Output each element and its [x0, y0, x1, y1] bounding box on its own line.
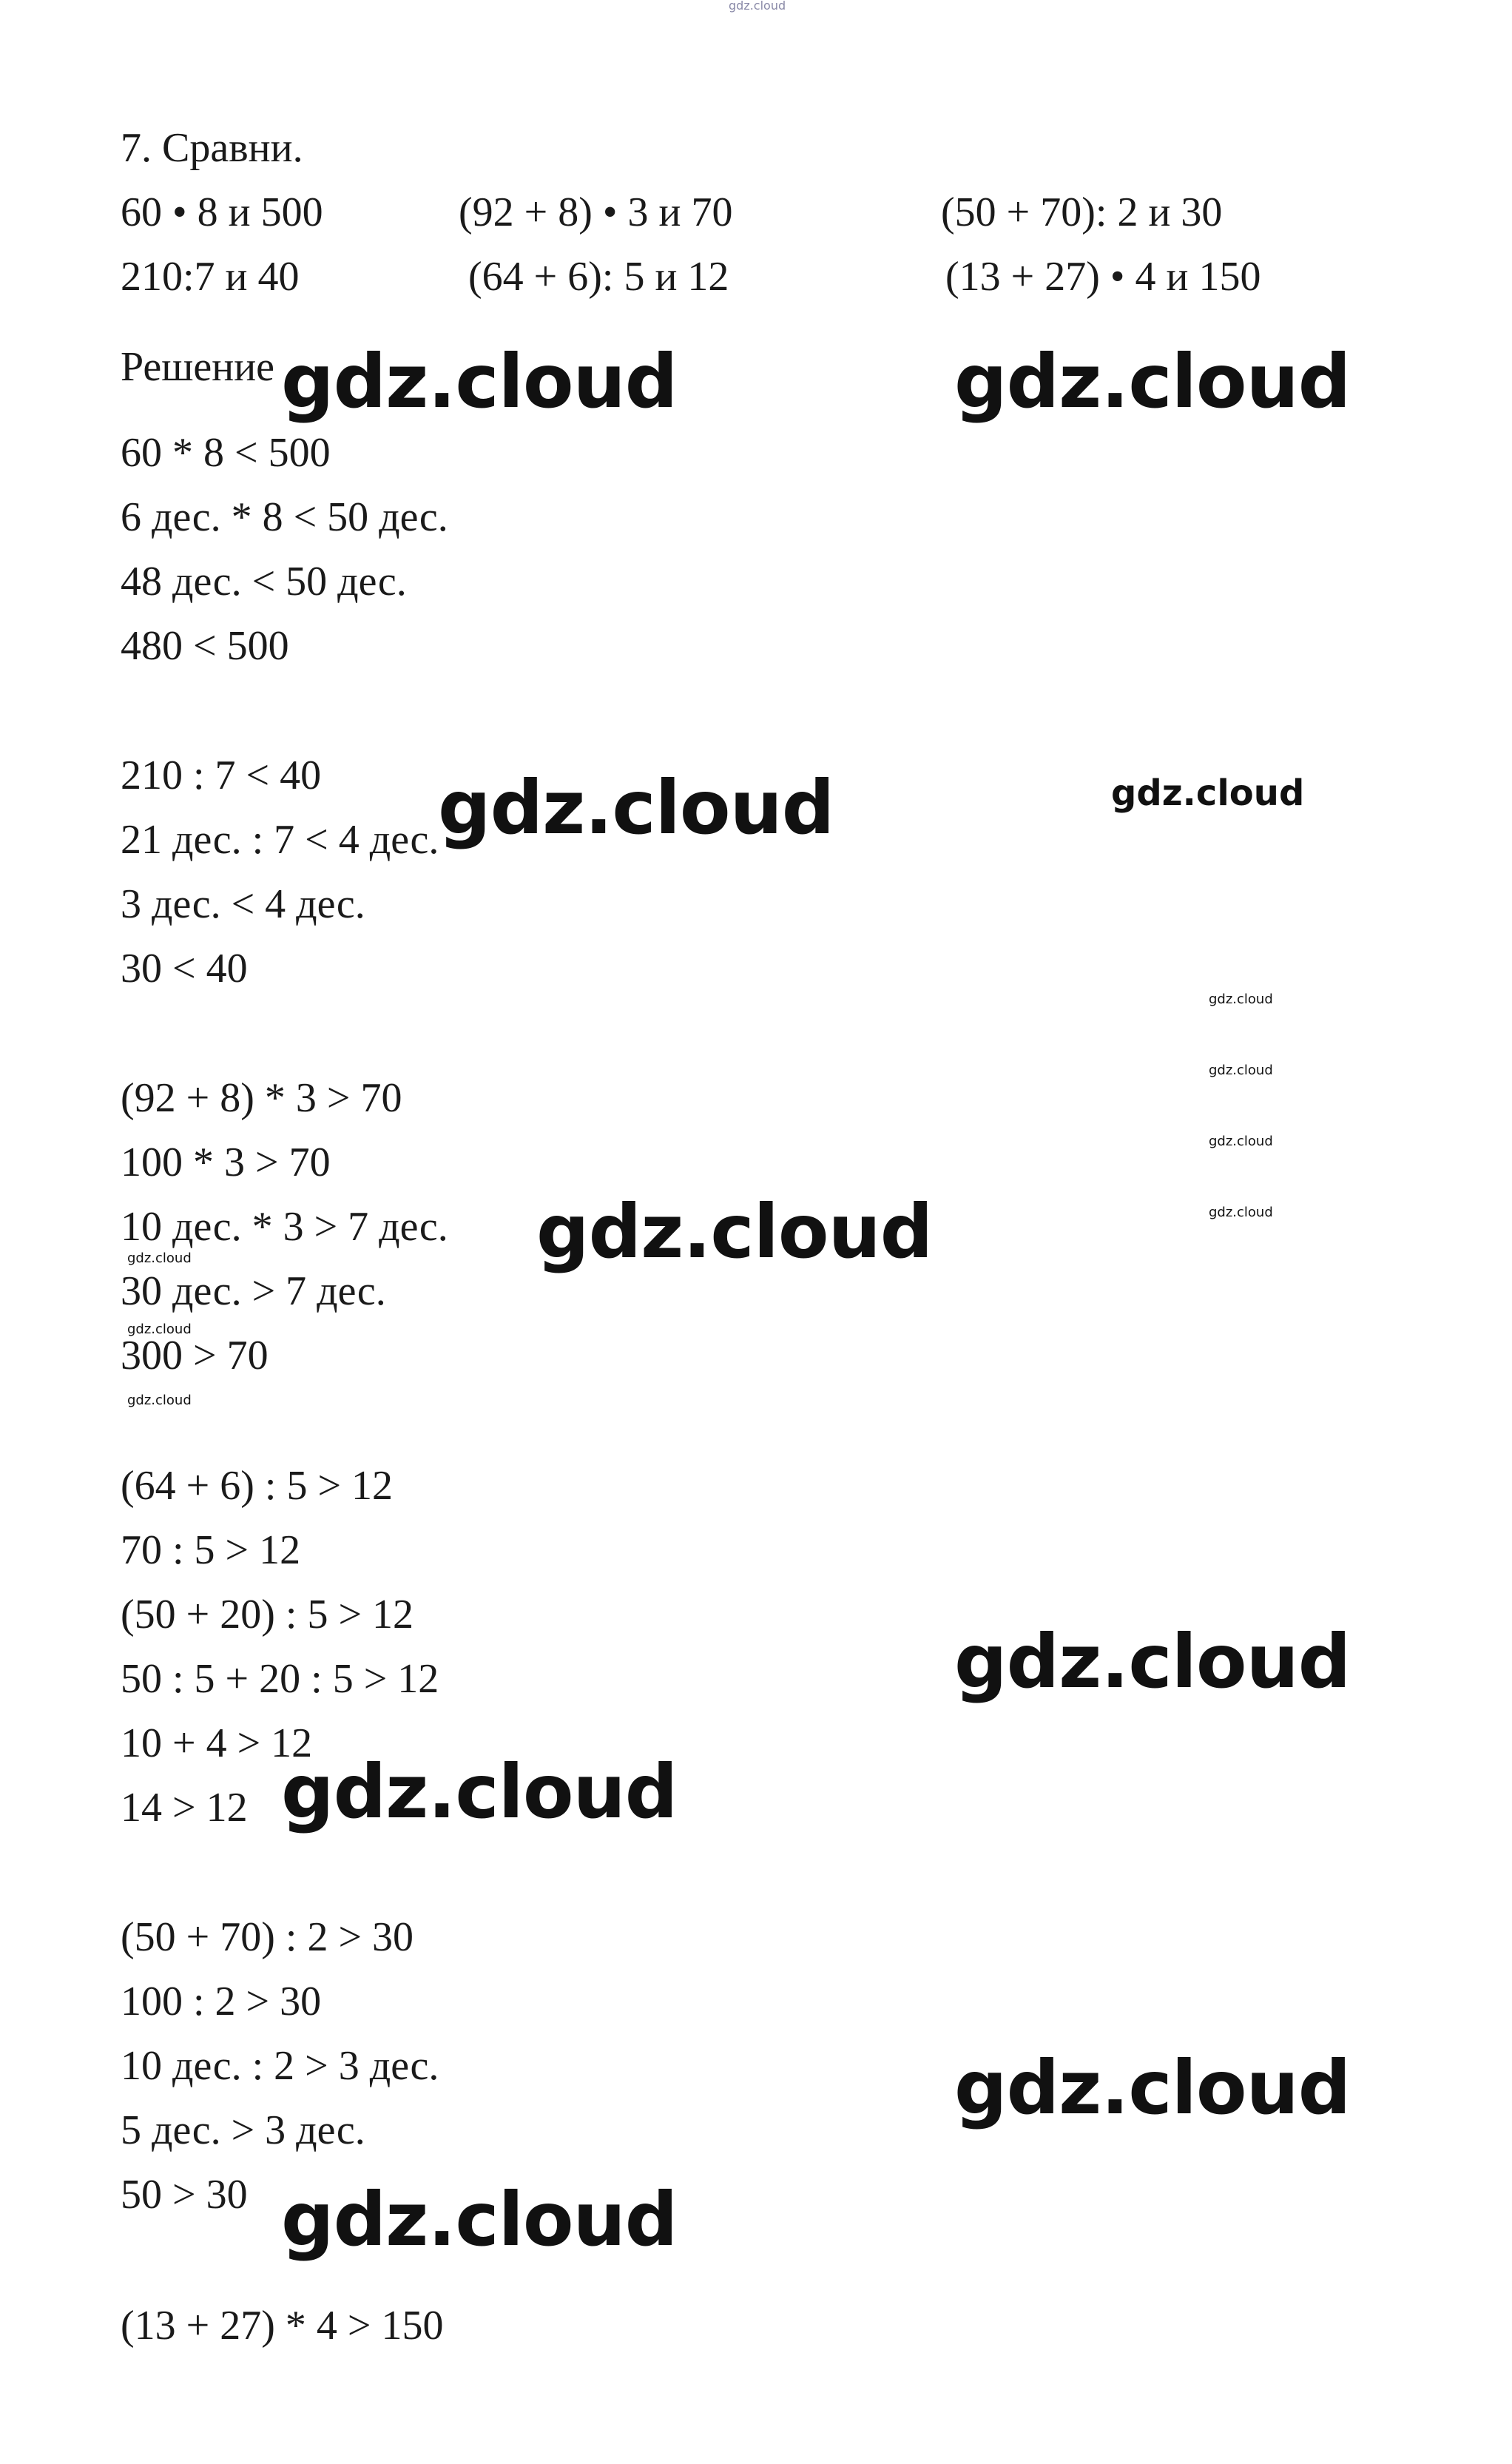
solution-line: 70 : 5 > 12: [121, 1527, 301, 1573]
watermark-top: gdz.cloud: [729, 0, 786, 13]
watermark: gdz.cloud: [281, 338, 678, 425]
task-item: (13 + 27) • 4 и 150: [945, 254, 1261, 300]
task-title: 7. Сравни.: [121, 125, 303, 171]
watermark: gdz.cloud: [127, 1250, 192, 1266]
watermark: gdz.cloud: [281, 1748, 678, 1835]
watermark: gdz.cloud: [1209, 1134, 1273, 1149]
watermark: gdz.cloud: [1209, 1205, 1273, 1220]
solution-line: (50 + 70) : 2 > 30: [121, 1914, 414, 1960]
watermark: gdz.cloud: [536, 1188, 933, 1275]
solution-line: 100 : 2 > 30: [121, 1979, 322, 2024]
task-item: 210:7 и 40: [121, 254, 300, 300]
solution-line: (50 + 20) : 5 > 12: [121, 1592, 414, 1637]
watermark: gdz.cloud: [1209, 992, 1273, 1007]
solution-line: 210 : 7 < 40: [121, 753, 322, 798]
watermark: gdz.cloud: [438, 764, 834, 851]
watermark: gdz.cloud: [127, 1393, 192, 1408]
solution-line: 21 дес. : 7 < 4 дес.: [121, 817, 439, 863]
solution-line: 10 дес. * 3 > 7 дес.: [121, 1204, 448, 1250]
watermark: gdz.cloud: [1111, 772, 1305, 814]
solution-line: 14 > 12: [121, 1785, 248, 1831]
watermark: gdz.cloud: [127, 1322, 192, 1337]
solution-line: 60 * 8 < 500: [121, 430, 331, 476]
watermark: gdz.cloud: [281, 2176, 678, 2263]
solution-line: 3 дес. < 4 дес.: [121, 881, 365, 927]
solution-line: 6 дес. * 8 < 50 дес.: [121, 494, 448, 540]
watermark: gdz.cloud: [1209, 1063, 1273, 1078]
task-item: (50 + 70): 2 и 30: [941, 189, 1223, 235]
solution-line: 30 дес. > 7 дес.: [121, 1268, 386, 1314]
task-item: (64 + 6): 5 и 12: [468, 254, 729, 300]
solution-line: (13 + 27) * 4 > 150: [121, 2303, 444, 2349]
solution-line: 5 дес. > 3 дес.: [121, 2107, 365, 2153]
solution-line: (92 + 8) * 3 > 70: [121, 1075, 402, 1121]
solution-line: 300 > 70: [121, 1333, 269, 1379]
solution-line: 48 дес. < 50 дес.: [121, 559, 407, 605]
solution-line: 10 + 4 > 12: [121, 1720, 313, 1766]
solution-line: 480 < 500: [121, 623, 289, 669]
watermark: gdz.cloud: [954, 338, 1351, 425]
solution-line: 50 : 5 + 20 : 5 > 12: [121, 1656, 439, 1702]
watermark: gdz.cloud: [954, 2044, 1351, 2131]
solution-line: 100 * 3 > 70: [121, 1140, 331, 1185]
watermark: gdz.cloud: [954, 1618, 1351, 1705]
task-item: 60 • 8 и 500: [121, 189, 323, 235]
solution-heading: Решение: [121, 344, 275, 390]
solution-line: 50 > 30: [121, 2172, 248, 2218]
solution-line: 30 < 40: [121, 946, 248, 992]
solution-line: 10 дес. : 2 > 3 дес.: [121, 2043, 439, 2089]
solution-line: (64 + 6) : 5 > 12: [121, 1463, 394, 1509]
task-item: (92 + 8) • 3 и 70: [459, 189, 733, 235]
